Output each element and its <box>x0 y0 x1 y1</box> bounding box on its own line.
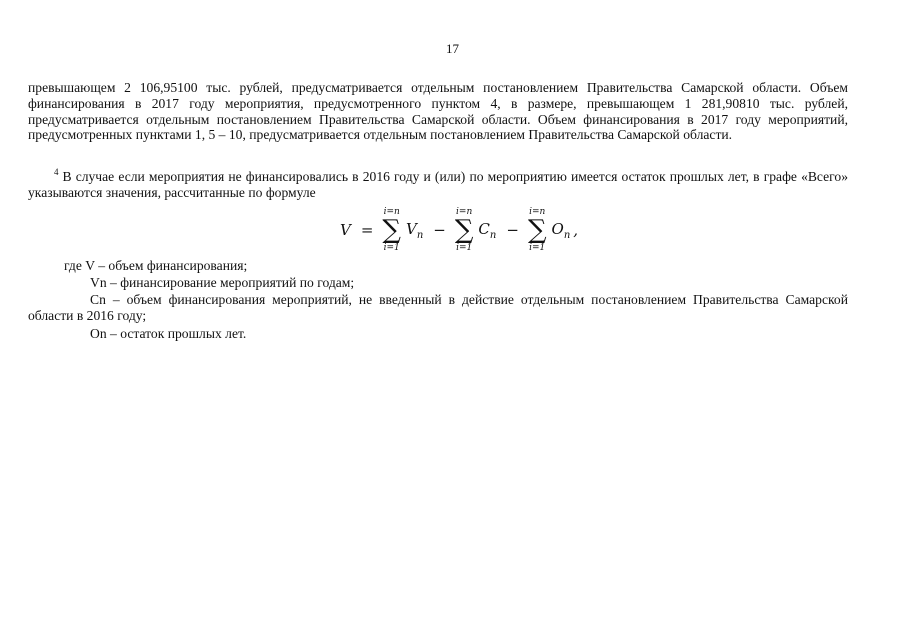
sum-2 <box>455 207 474 253</box>
sum-1 <box>382 207 401 253</box>
formula-minus-2: − <box>506 221 519 239</box>
formula-minus-1: − <box>433 221 446 239</box>
definition-vn: Vn – финансирование мероприятий по годам; <box>90 275 355 290</box>
formula-term-2: $C_n$ <box>478 219 497 241</box>
sum-3-lower: i=1 <box>529 243 546 253</box>
footnote-continuation: превышающем 2 106,95100 тыс. рублей, предусматривается отдельным постановлением Правительства Самарской области. Объем финансирования в 2017 году мероприятия, предусмотренного пунктом 4, в размере, превышающем 1 281,90810 тыс. рублей, предусматривается отдельным постановлением Правительства Самарской области. Объем финансирования в 2017 году мероприятий, предусмотренных пунктами 1, 5 – 10, предусматривается отдельным постановлением Правительства Самарской области. <box>28 80 848 143</box>
definition-v: где V – объем финансирования; <box>64 258 248 273</box>
sum-2-sigma: ∑ <box>454 215 474 245</box>
sum-2-lower: i=1 <box>456 243 473 253</box>
footnote-marker: 4 <box>54 167 59 178</box>
sum-2-upper: i=n <box>456 207 473 217</box>
sum-3-upper: i=n <box>529 207 546 217</box>
footnote-4 <box>28 169 848 201</box>
formula-lhs: V <box>340 221 351 239</box>
sum-3-sigma: ∑ <box>527 215 547 245</box>
formula-equals: = <box>360 221 374 239</box>
definition-cn: Cn – объем финансирования мероприятий, не введенный в действие отдельным постановлением Правительства Самарской области в 2016 году; <box>28 292 848 323</box>
sum-1-lower: i=1 <box>383 243 400 253</box>
formula-end: , <box>573 221 579 239</box>
formula <box>337 202 578 258</box>
formula-term-3: $O_n$ <box>551 219 571 241</box>
footnote-4-text: В случае если мероприятия не финансировались в 2016 году и (или) по мероприятию имеется остаток прошлых лет, в графе «Всего» указываются значения, рассчитанные по формуле <box>28 169 848 200</box>
sum-1-sigma: ∑ <box>382 215 401 245</box>
definition-on: On – остаток прошлых лет. <box>90 326 247 341</box>
page-number: 17 <box>446 41 459 56</box>
formula-term-1: $V_n$ <box>405 219 424 241</box>
sum-3 <box>528 207 547 253</box>
sum-1-upper: i=n <box>383 207 400 217</box>
